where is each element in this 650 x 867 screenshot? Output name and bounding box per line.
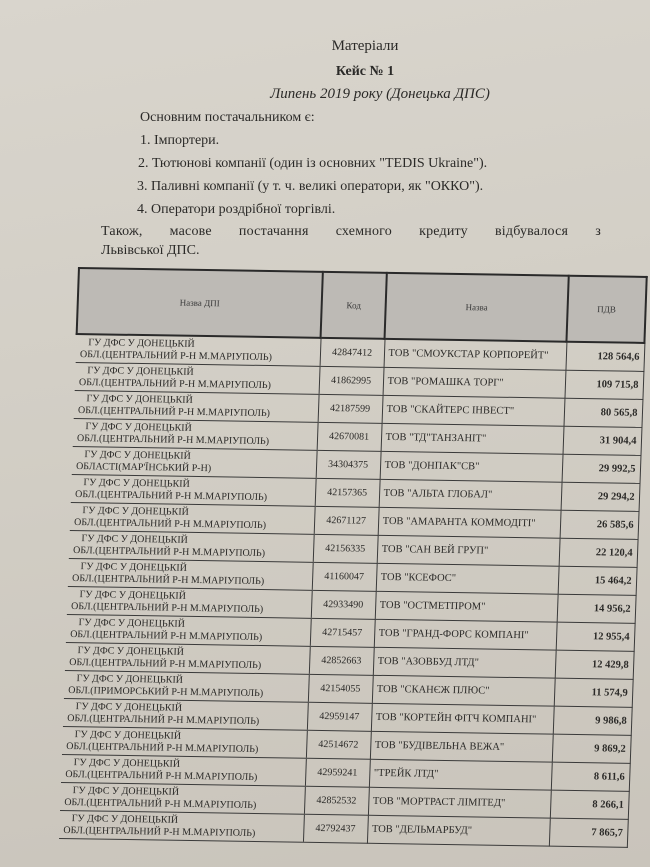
cell-code: 41862995 bbox=[319, 366, 384, 395]
cell-name: ТОВ "БУДІВЕЛЬНА ВЕЖА" bbox=[370, 731, 553, 762]
cell-code: 42852532 bbox=[304, 786, 369, 815]
cell-dpi-line1: ГУ ДФС У ДОНЕЦЬКІЙ bbox=[80, 560, 188, 574]
intro-text: Основним постачальником є: bbox=[140, 110, 315, 125]
cell-dpi-line1: ГУ ДФС У ДОНЕЦЬКІЙ bbox=[79, 588, 187, 602]
list-item: 2. Тютюнові компанії (один із основних "TEDIS Ukraine"). bbox=[138, 156, 488, 171]
cell-vat: 31 904,4 bbox=[563, 426, 642, 455]
cell-code: 42670081 bbox=[317, 422, 382, 451]
cell-dpi-line2: ОБЛ.(ЦЕНТРАЛЬНИЙ Р-Н М.МАРІУПОЛЬ) bbox=[65, 768, 258, 783]
table-header-row bbox=[77, 268, 647, 343]
case-heading: Кейс № 1 bbox=[335, 64, 395, 79]
cell-dpi-line1: ГУ ДФС У ДОНЕЦЬКІЙ bbox=[86, 392, 193, 406]
cell-code: 42156335 bbox=[313, 534, 378, 563]
cell-code: 42959241 bbox=[305, 758, 370, 787]
cell-vat: 9 869,2 bbox=[552, 734, 631, 763]
cell-vat: 128 564,6 bbox=[565, 342, 644, 372]
cell-code: 42187599 bbox=[318, 394, 383, 423]
cell-dpi-line1: ГУ ДФС У ДОНЕЦЬКІЙ bbox=[75, 700, 183, 714]
cell-dpi-line1: ГУ ДФС У ДОНЕЦЬКІЙ bbox=[78, 616, 186, 630]
cell-code: 42715457 bbox=[310, 618, 375, 647]
cell-code: 41160047 bbox=[312, 562, 377, 591]
cell-dpi bbox=[68, 558, 313, 590]
cell-vat: 26 585,6 bbox=[560, 510, 639, 539]
cell-code: 42847412 bbox=[320, 338, 385, 368]
cell-vat: 12 429,8 bbox=[555, 650, 634, 679]
supplier-table bbox=[58, 267, 648, 848]
cell-code: 42792437 bbox=[303, 814, 368, 843]
cell-vat: 80 565,8 bbox=[564, 398, 643, 427]
cell-dpi bbox=[66, 614, 311, 646]
cell-name: ТОВ "ДЕЛЬМАРБУД" bbox=[367, 815, 550, 846]
cell-dpi-line2: ОБЛ.(ЦЕНТРАЛЬНИЙ Р-Н М.МАРІУПОЛЬ) bbox=[73, 516, 267, 531]
table-body bbox=[59, 334, 644, 847]
cell-dpi-line1: ГУ ДФС У ДОНЕЦЬКІЙ bbox=[73, 756, 181, 770]
list-item: 3. Паливні компанії (у т. ч. великі оператори, як "ОККО"). bbox=[137, 179, 484, 194]
cell-dpi-line1: ГУ ДФС У ДОНЕЦЬКІЙ bbox=[83, 476, 191, 490]
cell-vat: 109 715,8 bbox=[564, 370, 643, 399]
list-item: 1. Імпортери. bbox=[140, 133, 220, 148]
cell-name: ТОВ "СКАНЄЖ ПЛЮС" bbox=[372, 675, 555, 706]
cell-dpi bbox=[67, 586, 312, 618]
cell-name: ТОВ "ТД"ТАНЗАНІТ" bbox=[381, 423, 564, 454]
cell-name: ТОВ "АМАРАНТА КОММОДІТІ" bbox=[378, 507, 561, 538]
cell-name: ТОВ "САН ВЕЙ ГРУП" bbox=[377, 535, 560, 566]
paragraph-line-2: Львівської ДПС. bbox=[101, 243, 200, 258]
cell-vat: 12 955,4 bbox=[556, 622, 635, 651]
cell-dpi-line2: ОБЛ.(ПРИМОРСЬКИЙ Р-Н М.МАРІУПОЛЬ) bbox=[68, 684, 264, 699]
column-header-name: Назва bbox=[385, 273, 569, 342]
cell-dpi-line2: ОБЛАСТІ(МАР'ЇНСЬКИЙ Р-Н) bbox=[75, 460, 212, 474]
cell-dpi bbox=[59, 810, 304, 842]
column-header-vat: ПДВ bbox=[566, 276, 646, 343]
cell-name: ТОВ "ОСТМЕТПРОМ" bbox=[375, 591, 558, 622]
cell-vat: 8 266,1 bbox=[550, 790, 629, 819]
cell-name: ТОВ "АЛЬТА ГЛОБАЛ" bbox=[379, 479, 562, 510]
cell-dpi bbox=[61, 754, 306, 786]
cell-dpi bbox=[76, 334, 321, 366]
cell-dpi-line2: ОБЛ.(ЦЕНТРАЛЬНИЙ Р-Н М.МАРІУПОЛЬ) bbox=[69, 628, 263, 643]
cell-vat: 14 956,2 bbox=[557, 594, 636, 623]
cell-code: 42959147 bbox=[307, 702, 372, 731]
cell-name: ТОВ "СМОУКСТАР КОРПОРЕЙТ" bbox=[384, 339, 567, 370]
cell-dpi-line2: ОБЛ.(ЦЕНТРАЛЬНИЙ Р-Н М.МАРІУПОЛЬ) bbox=[69, 656, 262, 671]
period-heading: Липень 2019 року (Донецька ДПС) bbox=[270, 86, 490, 102]
cell-dpi-line2: ОБЛ.(ЦЕНТРАЛЬНИЙ Р-Н М.МАРІУПОЛЬ) bbox=[67, 712, 260, 727]
cell-dpi-line1: ГУ ДФС У ДОНЕЦЬКІЙ bbox=[77, 644, 185, 658]
cell-dpi bbox=[72, 446, 317, 478]
cell-vat: 29 992,5 bbox=[562, 454, 641, 483]
cell-vat: 29 294,2 bbox=[561, 482, 640, 511]
cell-dpi-line2: ОБЛ.(ЦЕНТРАЛЬНИЙ Р-Н М.МАРІУПОЛЬ) bbox=[77, 404, 271, 419]
cell-vat: 9 986,8 bbox=[553, 706, 632, 735]
cell-dpi-line1: ГУ ДФС У ДОНЕЦЬКІЙ bbox=[82, 504, 190, 518]
cell-dpi-line2: ОБЛ.(ЦЕНТРАЛЬНИЙ Р-Н М.МАРІУПОЛЬ) bbox=[76, 432, 270, 447]
cell-vat: 15 464,2 bbox=[558, 566, 637, 595]
cell-code: 34304375 bbox=[316, 450, 381, 479]
cell-code: 42852663 bbox=[309, 646, 374, 675]
cell-name: ТОВ "КСЕФОС" bbox=[376, 563, 559, 594]
cell-dpi-line2: ОБЛ.(ЦЕНТРАЛЬНИЙ Р-Н М.МАРІУПОЛЬ) bbox=[74, 488, 268, 503]
cell-dpi bbox=[63, 698, 308, 730]
cell-code: 42514672 bbox=[306, 730, 371, 759]
cell-dpi-line2: ОБЛ.(ЦЕНТРАЛЬНИЙ Р-Н М.МАРІУПОЛЬ) bbox=[66, 740, 259, 755]
cell-dpi-line2: ОБЛ.(ЦЕНТРАЛЬНИЙ Р-Н М.МАРІУПОЛЬ) bbox=[71, 572, 265, 587]
cell-dpi bbox=[60, 782, 305, 814]
cell-name: ТОВ "ГРАНД-ФОРС КОМПАНІ" bbox=[374, 619, 557, 650]
column-header-dpi: Назва ДПІ bbox=[77, 268, 323, 338]
cell-dpi-line1: ГУ ДФС У ДОНЕЦЬКІЙ bbox=[87, 364, 194, 378]
cell-name: ТОВ "ДОНПАК"СВ" bbox=[380, 451, 563, 482]
cell-dpi-line2: ОБЛ.(ЦЕНТРАЛЬНИЙ Р-Н М.МАРІУПОЛЬ) bbox=[79, 348, 273, 363]
cell-dpi bbox=[73, 418, 318, 450]
cell-dpi-line1: ГУ ДФС У ДОНЕЦЬКІЙ bbox=[71, 812, 179, 826]
cell-code: 42933490 bbox=[311, 590, 376, 619]
cell-dpi-line2: ОБЛ.(ЦЕНТРАЛЬНИЙ Р-Н М.МАРІУПОЛЬ) bbox=[63, 824, 256, 839]
column-header-code: Код bbox=[321, 272, 387, 339]
cell-dpi-line1: ГУ ДФС У ДОНЕЦЬКІЙ bbox=[72, 784, 180, 798]
document-title: Матеріали bbox=[331, 38, 399, 54]
cell-dpi-line2: ОБЛ.(ЦЕНТРАЛЬНИЙ Р-Н М.МАРІУПОЛЬ) bbox=[78, 376, 272, 391]
cell-vat: 7 865,7 bbox=[549, 818, 628, 847]
cell-dpi bbox=[62, 726, 307, 758]
cell-dpi-line1: ГУ ДФС У ДОНЕЦЬКІЙ bbox=[85, 420, 192, 434]
cell-code: 42157365 bbox=[315, 478, 380, 507]
cell-name: "ТРЕЙК ЛТД" bbox=[369, 759, 552, 790]
cell-dpi bbox=[69, 530, 314, 562]
cell-name: ТОВ "КОРТЕЙН ФІТЧ КОМПАНІ" bbox=[371, 703, 554, 734]
cell-dpi bbox=[71, 474, 316, 506]
cell-dpi-line1: ГУ ДФС У ДОНЕЦЬКІЙ bbox=[81, 532, 189, 546]
cell-vat: 22 120,4 bbox=[559, 538, 638, 567]
cell-name: ТОВ "МОРТРАСТ ЛІМІТЕД" bbox=[368, 787, 551, 818]
cell-dpi bbox=[65, 642, 310, 674]
cell-dpi-line1: ГУ ДФС У ДОНЕЦЬКІЙ bbox=[88, 336, 195, 350]
list-item: 4. Оператори роздрібної торгівлі. bbox=[137, 202, 336, 217]
cell-dpi bbox=[74, 391, 319, 423]
cell-dpi-line1: ГУ ДФС У ДОНЕЦЬКІЙ bbox=[84, 448, 192, 462]
cell-dpi-line2: ОБЛ.(ЦЕНТРАЛЬНИЙ Р-Н М.МАРІУПОЛЬ) bbox=[72, 544, 266, 559]
cell-dpi-line2: ОБЛ.(ЦЕНТРАЛЬНИЙ Р-Н М.МАРІУПОЛЬ) bbox=[64, 796, 257, 811]
cell-dpi-line1: ГУ ДФС У ДОНЕЦЬКІЙ bbox=[74, 728, 182, 742]
cell-vat: 11 574,9 bbox=[554, 678, 633, 707]
cell-dpi-line1: ГУ ДФС У ДОНЕЦЬКІЙ bbox=[76, 672, 184, 686]
cell-dpi-line2: ОБЛ.(ЦЕНТРАЛЬНИЙ Р-Н М.МАРІУПОЛЬ) bbox=[70, 600, 264, 615]
cell-name: ТОВ "АЗОВБУД ЛТД" bbox=[373, 647, 556, 678]
cell-code: 42671127 bbox=[314, 506, 379, 535]
cell-dpi bbox=[64, 670, 309, 702]
cell-name: ТОВ "РОМАШКА ТОРГ" bbox=[383, 367, 566, 398]
cell-vat: 8 611,6 bbox=[551, 762, 630, 791]
cell-code: 42154055 bbox=[308, 674, 373, 703]
cell-dpi bbox=[75, 363, 320, 395]
cell-dpi bbox=[70, 502, 315, 534]
paragraph-line-1: Також, масове постачання схемного кредиту відбувалося з bbox=[101, 224, 601, 239]
cell-name: ТОВ "СКАЙТЕРС ІНВЕСТ" bbox=[382, 395, 565, 426]
